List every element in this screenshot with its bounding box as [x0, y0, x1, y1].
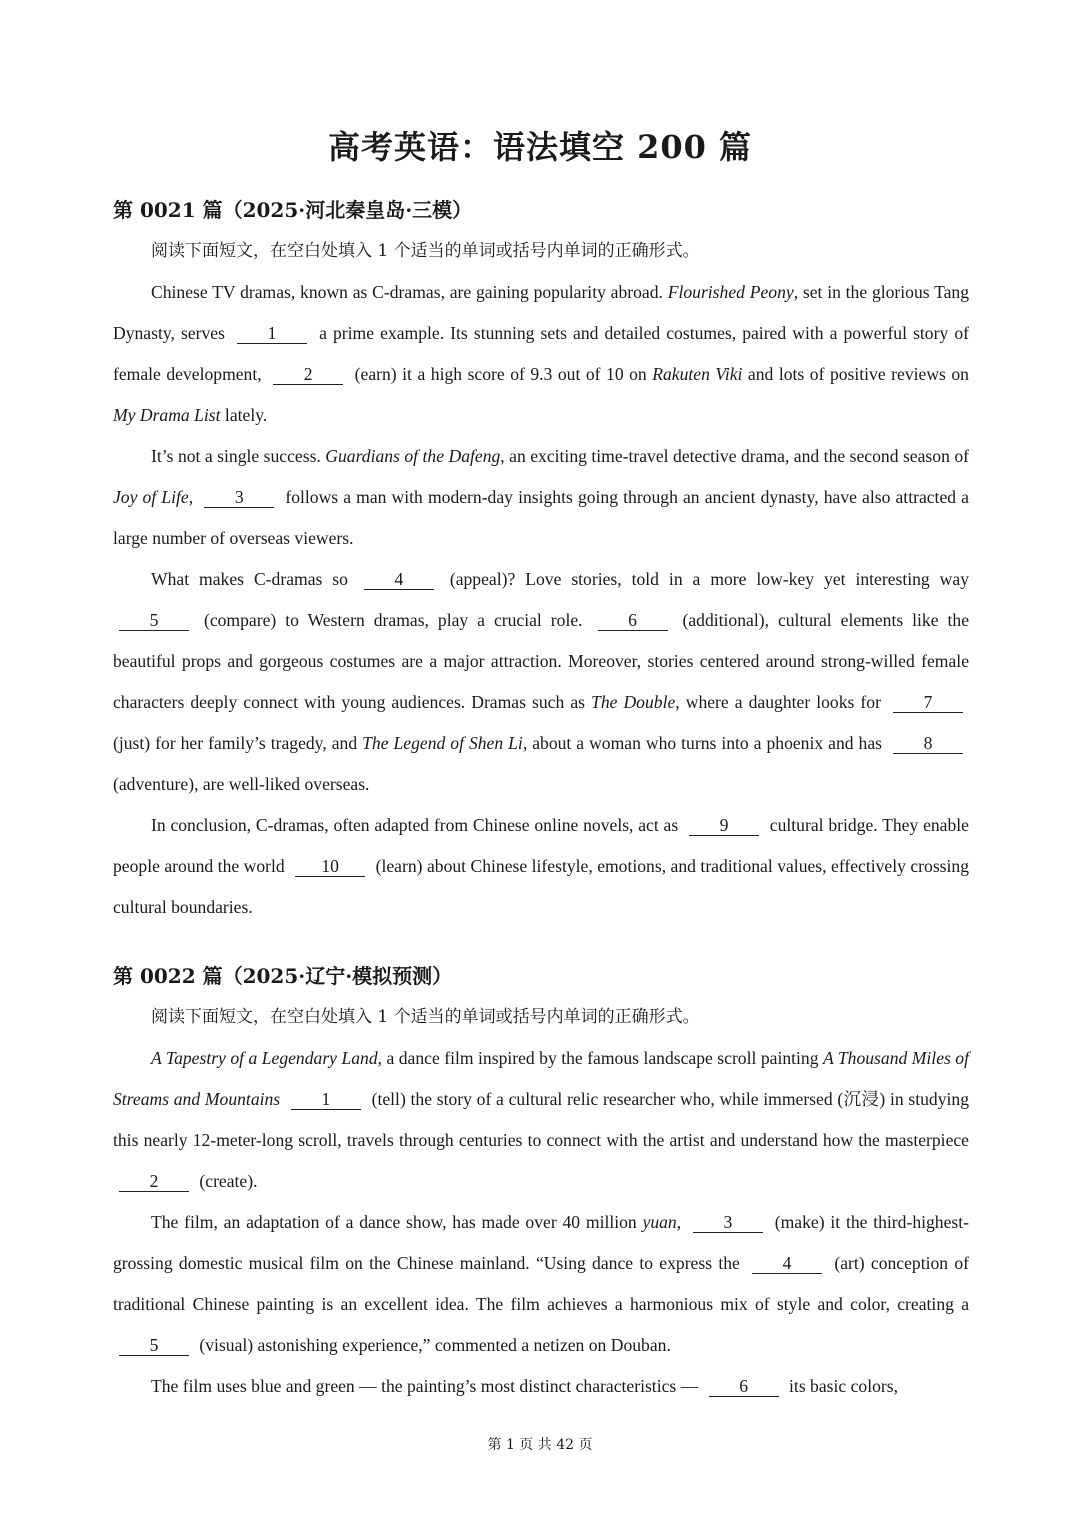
- paragraph: [113, 559, 969, 805]
- paragraph: [113, 1366, 969, 1407]
- answer-blank: 7: [893, 692, 963, 713]
- text-run: (make) it the third-highest-grossing domestic musical film on the Chinese mainland. “Using dance to express the: [113, 1212, 970, 1273]
- text-run: (adventure), are well-liked overseas.: [113, 774, 370, 794]
- text-run: cultural bridge. They enable people around the world: [113, 815, 969, 876]
- italic-title: The Legend of Shen Li: [362, 733, 523, 753]
- passage-body: [113, 272, 969, 928]
- passage-instruction: 阅读下面短文，在空白处填入 1 个适当的单词或括号内单词的正确形式。: [151, 1007, 700, 1027]
- text-run: What makes C-dramas so: [151, 569, 358, 589]
- italic-title: A Tapestry of a Legendary Land: [151, 1048, 378, 1068]
- paragraph: [113, 1038, 969, 1202]
- text-run: (additional), cultural elements like the beautiful props and gorgeous costumes are a major attraction. Moreover, stories centered around strong-willed female characters deeply connect with young audiences. Dramas such as: [113, 610, 970, 712]
- text-run: (visual) astonishing experience,” commented a netizen on Douban.: [195, 1335, 671, 1355]
- answer-blank: 4: [364, 569, 434, 590]
- passage-body: [113, 1038, 969, 1407]
- text-run: and lots of positive reviews on: [742, 364, 969, 384]
- text-run: its basic colors,: [784, 1376, 899, 1396]
- text-run: [280, 1089, 285, 1109]
- answer-blank: 4: [752, 1253, 822, 1274]
- text-run: ,: [188, 487, 199, 507]
- text-run: (learn) about Chinese lifestyle, emotions, and traditional values, effectively crossing cultural boundaries.: [113, 856, 970, 917]
- text-run: (create).: [195, 1171, 258, 1191]
- answer-blank: 5: [119, 1335, 189, 1356]
- answer-blank: 8: [893, 733, 963, 754]
- text-run: (just) for her family’s tragedy, and: [113, 733, 363, 753]
- text-run: The film, an adaptation of a dance show, has made over 40 million: [151, 1212, 643, 1232]
- answer-blank: 2: [119, 1171, 189, 1192]
- answer-blank: 10: [295, 856, 365, 877]
- italic-title: yuan: [642, 1212, 677, 1232]
- paragraph: [113, 1202, 969, 1366]
- paragraph: [113, 272, 969, 436]
- passage-section-0021: [113, 195, 969, 928]
- text-run: (art) conception of traditional Chinese painting is an excellent idea. The film achieves a harmonious mix of style and color, creating a: [113, 1253, 969, 1314]
- answer-blank: 6: [709, 1376, 779, 1397]
- paragraph: [113, 805, 969, 928]
- answer-blank: 3: [204, 487, 274, 508]
- answer-blank: 2: [273, 364, 343, 385]
- text-run: It’s not a single success.: [151, 446, 326, 466]
- passage-heading: 第 0022 篇（2025·辽宁·模拟预测）: [113, 964, 453, 988]
- text-run: , about a woman who turns into a phoenix and has: [522, 733, 887, 753]
- answer-blank: 1: [237, 323, 307, 344]
- italic-title: Rakuten Viki: [652, 364, 743, 384]
- italic-title: Joy of Life: [113, 487, 189, 507]
- italic-title: Guardians of the Dafeng: [325, 446, 501, 466]
- text-run: Chinese TV dramas, known as C-dramas, are gaining popularity abroad.: [151, 282, 668, 302]
- italic-title: A Thousand Miles of Streams and Mountains: [113, 1048, 969, 1109]
- text-run: (compare) to Western dramas, play a crucial role.: [195, 610, 592, 630]
- passage-section-0022: [113, 961, 969, 1407]
- answer-blank: 9: [689, 815, 759, 836]
- page-footer: 第 1 页 共 42 页: [487, 1437, 593, 1453]
- italic-title: My Drama List: [113, 405, 221, 425]
- italic-title: Flourished Peony: [667, 282, 794, 302]
- text-run: ,: [676, 1212, 687, 1232]
- text-run: lately.: [220, 405, 268, 425]
- page-title: 高考英语：语法填空 200 篇: [327, 128, 753, 166]
- passage-heading: 第 0021 篇（2025·河北秦皇岛·三模）: [113, 198, 473, 222]
- passage-instruction: 阅读下面短文，在空白处填入 1 个适当的单词或括号内单词的正确形式。: [151, 241, 700, 261]
- text-run: a prime example. Its stunning sets and detailed costumes, paired with a powerful story of female development,: [113, 323, 969, 384]
- answer-blank: 5: [119, 610, 189, 631]
- text-run: In conclusion, C-dramas, often adapted from Chinese online novels, act as: [151, 815, 683, 835]
- text-run: , set in the glorious Tang Dynasty, serves: [113, 282, 969, 343]
- paragraph: [113, 436, 969, 559]
- text-run: The film uses blue and green — the painting’s most distinct characteristics —: [151, 1376, 703, 1396]
- answer-blank: 1: [291, 1089, 361, 1110]
- text-run: , where a daughter looks for: [675, 692, 887, 712]
- text-run: follows a man with modern-day insights going through an ancient dynasty, have also attracted a large number of overseas viewers.: [113, 487, 969, 548]
- answer-blank: 6: [598, 610, 668, 631]
- text-run: (earn) it a high score of 9.3 out of 10 on: [349, 364, 653, 384]
- text-run: , a dance film inspired by the famous landscape scroll painting: [377, 1048, 823, 1068]
- text-run: (appeal)? Love stories, told in a more low-key yet interesting way: [439, 569, 969, 589]
- text-run: , an exciting time-travel detective drama, and the second season of: [500, 446, 969, 466]
- italic-title: The Double: [591, 692, 676, 712]
- answer-blank: 3: [693, 1212, 763, 1233]
- text-run: (tell) the story of a cultural relic researcher who, while immersed (沉浸) in studying this nearly 12-meter-long scroll, travels through centuries to connect with the artist and understand how the masterpiece: [113, 1089, 969, 1150]
